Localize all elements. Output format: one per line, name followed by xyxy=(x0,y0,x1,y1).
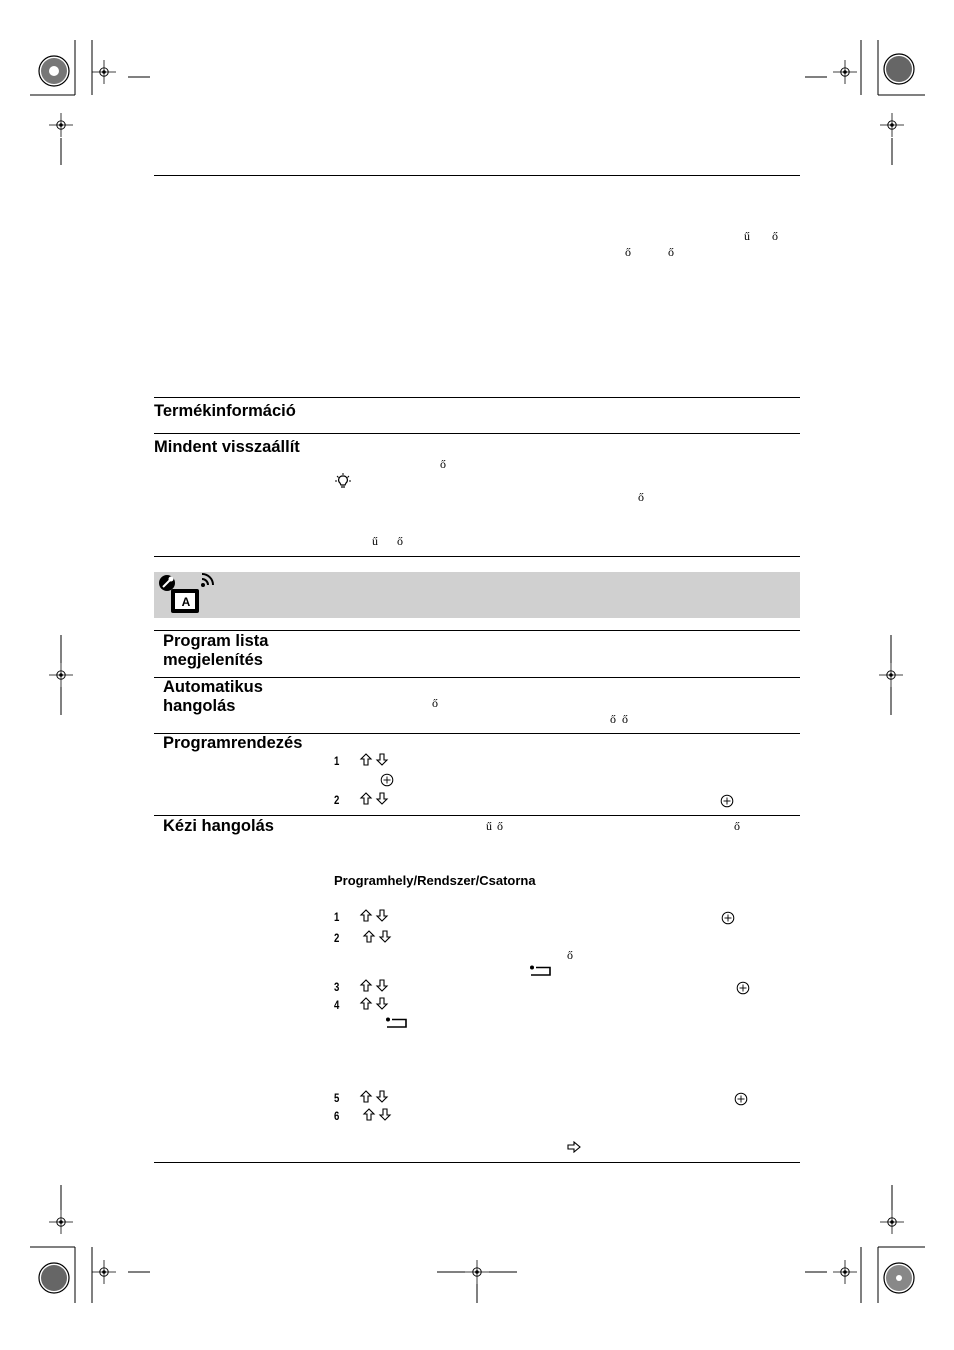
enter-button-icon xyxy=(380,773,394,787)
up-down-arrows-icon xyxy=(359,979,389,992)
bottom-rule xyxy=(154,1162,800,1163)
continue-arrow-icon xyxy=(567,1141,581,1153)
up-down-arrows-icon xyxy=(362,1108,392,1121)
glyph: ő xyxy=(638,490,644,504)
up-down-arrows-icon xyxy=(359,753,389,766)
table-rule xyxy=(154,397,800,398)
section-auto-tune-line2: hangolás xyxy=(163,697,236,715)
section-manual-tune: Kézi hangolás xyxy=(163,817,274,835)
section-program-sort: Programrendezés xyxy=(163,734,303,752)
step-number: 1 xyxy=(334,754,340,768)
step-number: 3 xyxy=(334,980,340,994)
glyph: ő xyxy=(622,712,628,726)
section-auto-tune-line1: Automatikus xyxy=(163,678,263,696)
crop-mark-icon xyxy=(30,1185,150,1310)
section-program-list-line1: Program lista xyxy=(163,632,269,650)
glyph: ő xyxy=(432,696,438,710)
section-reset-all: Mindent visszaállít xyxy=(154,438,300,456)
glyph: ő xyxy=(497,819,503,833)
glyph: ű xyxy=(486,819,492,833)
section-product-info: Termékinformáció xyxy=(154,402,296,420)
crop-mark-icon xyxy=(865,635,925,715)
enter-button-icon xyxy=(734,1092,748,1106)
settings-category-band xyxy=(154,572,800,618)
glyph: ű xyxy=(372,534,378,548)
settings-badge-label: A xyxy=(181,595,191,609)
glyph: ő xyxy=(772,229,778,243)
crop-mark-icon xyxy=(437,1248,517,1303)
tip-bulb-icon xyxy=(335,473,351,489)
enter-button-icon xyxy=(720,794,734,808)
up-down-arrows-icon xyxy=(359,792,389,805)
top-rule xyxy=(154,175,800,176)
enter-button-icon xyxy=(721,911,735,925)
up-down-arrows-icon xyxy=(359,997,389,1010)
step-number: 6 xyxy=(334,1109,340,1123)
manual-tune-subheading: Programhely/Rendszer/Csatorna xyxy=(334,873,536,888)
enter-button-icon xyxy=(736,981,750,995)
step-number: 5 xyxy=(334,1091,340,1105)
glyph: ő xyxy=(567,948,573,962)
crop-mark-icon xyxy=(805,1185,925,1310)
glyph: ő xyxy=(440,457,446,471)
step-number: 4 xyxy=(334,998,340,1012)
glyph: ű xyxy=(744,229,750,243)
crop-mark-icon xyxy=(30,635,90,715)
section-program-list-line2: megjelenítés xyxy=(163,651,263,669)
glyph: ő xyxy=(734,819,740,833)
up-down-arrows-icon xyxy=(362,930,392,943)
return-button-icon xyxy=(385,1017,409,1029)
table-rule xyxy=(154,815,800,816)
table-rule xyxy=(154,556,800,557)
return-button-icon xyxy=(529,965,553,977)
glyph: ő xyxy=(625,245,631,259)
crop-mark-icon xyxy=(30,40,150,165)
step-number: 1 xyxy=(334,910,340,924)
step-number: 2 xyxy=(334,793,340,807)
up-down-arrows-icon xyxy=(359,1090,389,1103)
glyph: ő xyxy=(397,534,403,548)
up-down-arrows-icon xyxy=(359,909,389,922)
glyph: ő xyxy=(668,245,674,259)
table-rule xyxy=(154,630,800,631)
step-number: 2 xyxy=(334,931,340,945)
crop-mark-icon xyxy=(805,40,925,165)
glyph: ő xyxy=(610,712,616,726)
table-rule xyxy=(154,433,800,434)
